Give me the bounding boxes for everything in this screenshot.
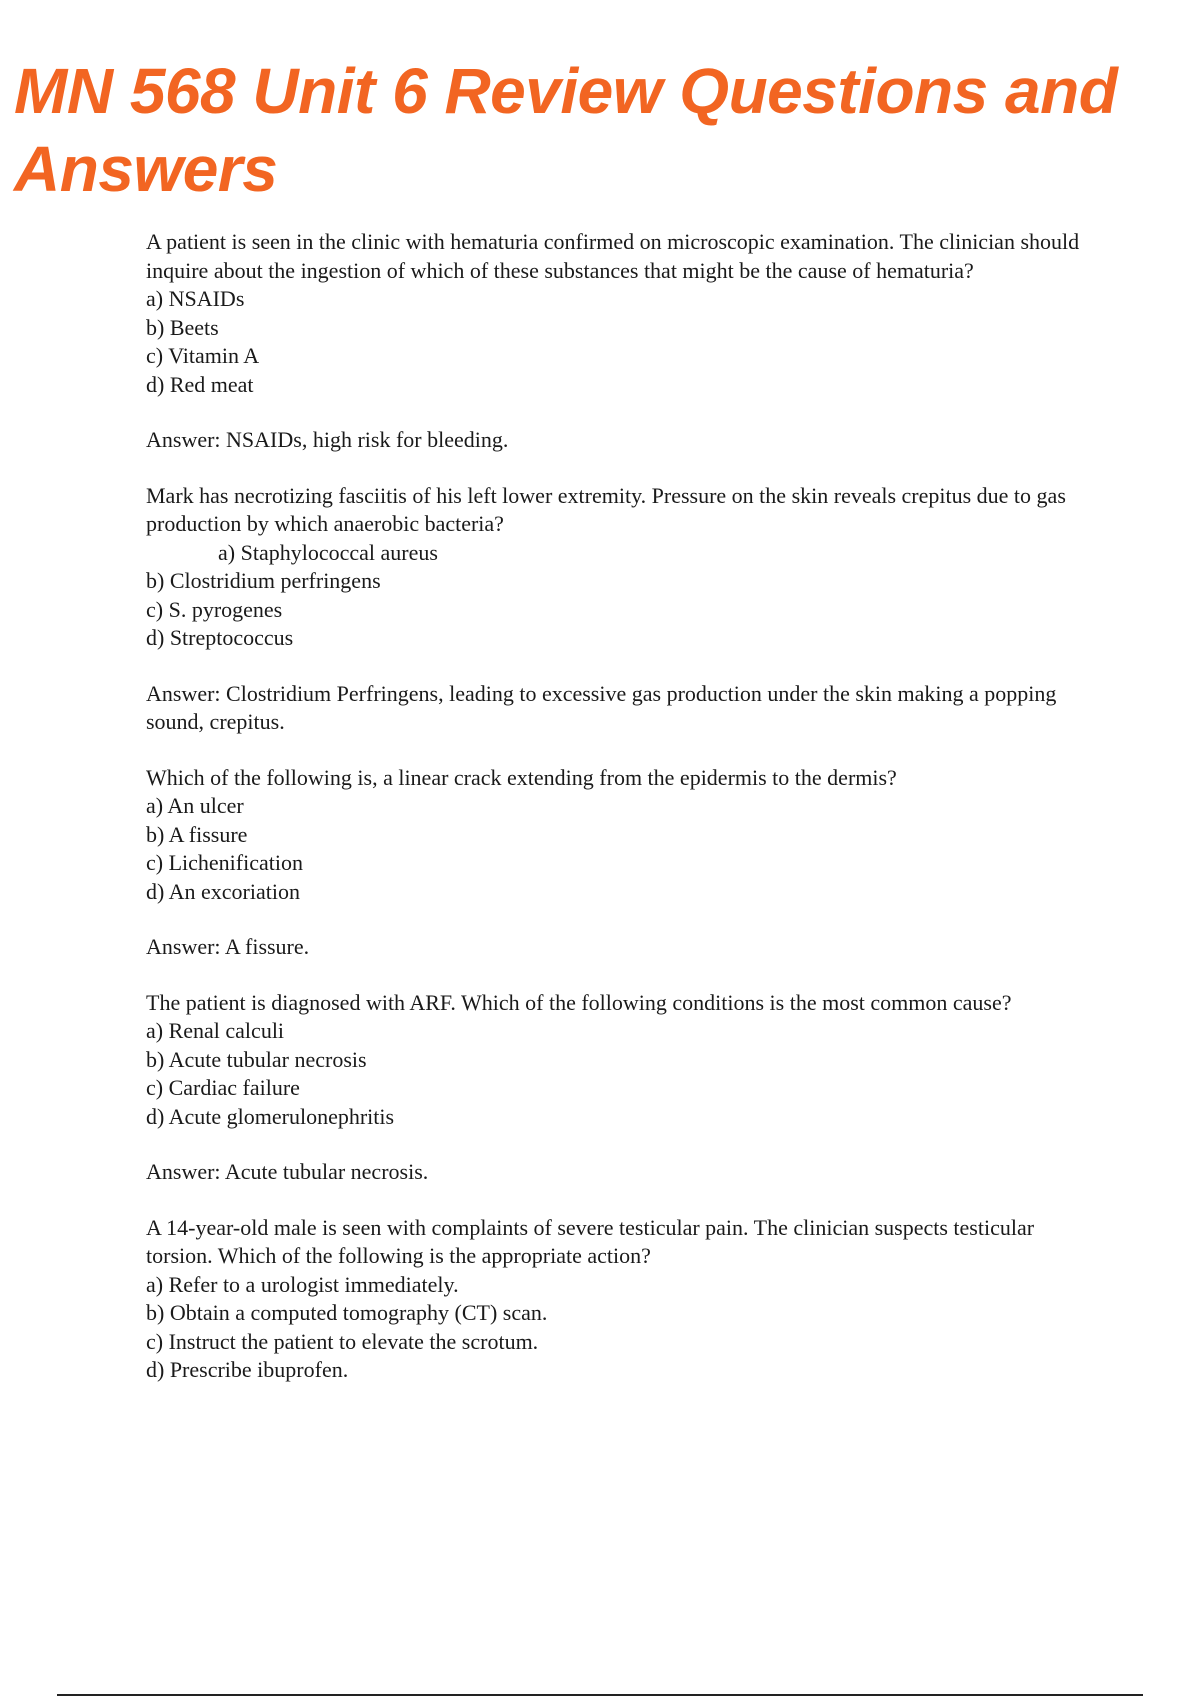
option-c: c) Vitamin A: [146, 343, 260, 368]
option-d: d) Acute glomerulonephritis: [146, 1103, 395, 1129]
option-list: [146, 1017, 1086, 1131]
option-b: b) Beets: [146, 314, 219, 340]
option-a: a) Staphylococcal aureus: [218, 539, 438, 565]
option-list: [146, 792, 1086, 906]
answer-text: Answer: A fissure.: [146, 934, 310, 959]
option-a: a) An ulcer: [146, 793, 244, 818]
option-a: a) Refer to a urologist immediately.: [146, 1271, 459, 1297]
option-d: d) An excoriation: [146, 878, 300, 904]
option-list: [146, 539, 1086, 653]
question-text: A patient is seen in the clinic with hematuria confirmed on microscopic examination. The clinician should inquire about the ingestion of which of these substances that might be the cause of hematuria?: [146, 229, 1080, 283]
option-c: c) S. pyrogenes: [146, 596, 283, 622]
question-text: Which of the following is, a linear crack extending from the epidermis to the dermis?: [146, 764, 897, 790]
option-c: c) Instruct the patient to elevate the scrotum.: [146, 1328, 539, 1354]
question-2: [146, 482, 1086, 737]
option-b: b) A fissure: [146, 821, 248, 847]
answer-text: Answer: Clostridium Perfringens, leading to excessive gas production under the skin making a popping sound, crepitus.: [146, 680, 1057, 734]
question-text: A 14-year-old male is seen with complaints of severe testicular pain. The clinician suspects testicular torsion. Which of the following is the appropriate action?: [146, 1214, 1035, 1268]
option-list: [146, 1271, 1086, 1385]
option-d: d) Streptococcus: [146, 625, 294, 650]
option-d: d) Prescribe ibuprofen.: [146, 1357, 349, 1382]
option-c: c) Cardiac failure: [146, 1075, 300, 1100]
question-1: [146, 228, 1086, 455]
question-text: Mark has necrotizing fasciitis of his left lower extremity. Pressure on the skin reveals crepitus due to gas production by which anaerobic bacteria?: [146, 482, 1066, 536]
question-list: [146, 228, 1086, 1412]
option-b: b) Acute tubular necrosis: [146, 1046, 367, 1072]
option-d: d) Red meat: [146, 371, 254, 397]
option-a: a) Renal calculi: [146, 1018, 285, 1043]
document-title: MN 568 Unit 6 Review Questions and Answers: [14, 55, 1118, 205]
option-a: a) NSAIDs: [146, 286, 245, 311]
question-3: [146, 764, 1086, 962]
question-4: [146, 989, 1086, 1187]
option-list: [146, 285, 1086, 399]
answer-text: Answer: Acute tubular necrosis.: [146, 1159, 429, 1184]
question-5: [146, 1214, 1086, 1385]
question-text: The patient is diagnosed with ARF. Which of the following conditions is the most common cause?: [146, 989, 1012, 1015]
option-c: c) Lichenification: [146, 850, 303, 875]
answer-text: Answer: NSAIDs, high risk for bleeding.: [146, 427, 509, 452]
footer-divider: [57, 1694, 1143, 1696]
option-b: b) Obtain a computed tomography (CT) scan.: [146, 1300, 548, 1325]
option-b: b) Clostridium perfringens: [146, 568, 381, 593]
